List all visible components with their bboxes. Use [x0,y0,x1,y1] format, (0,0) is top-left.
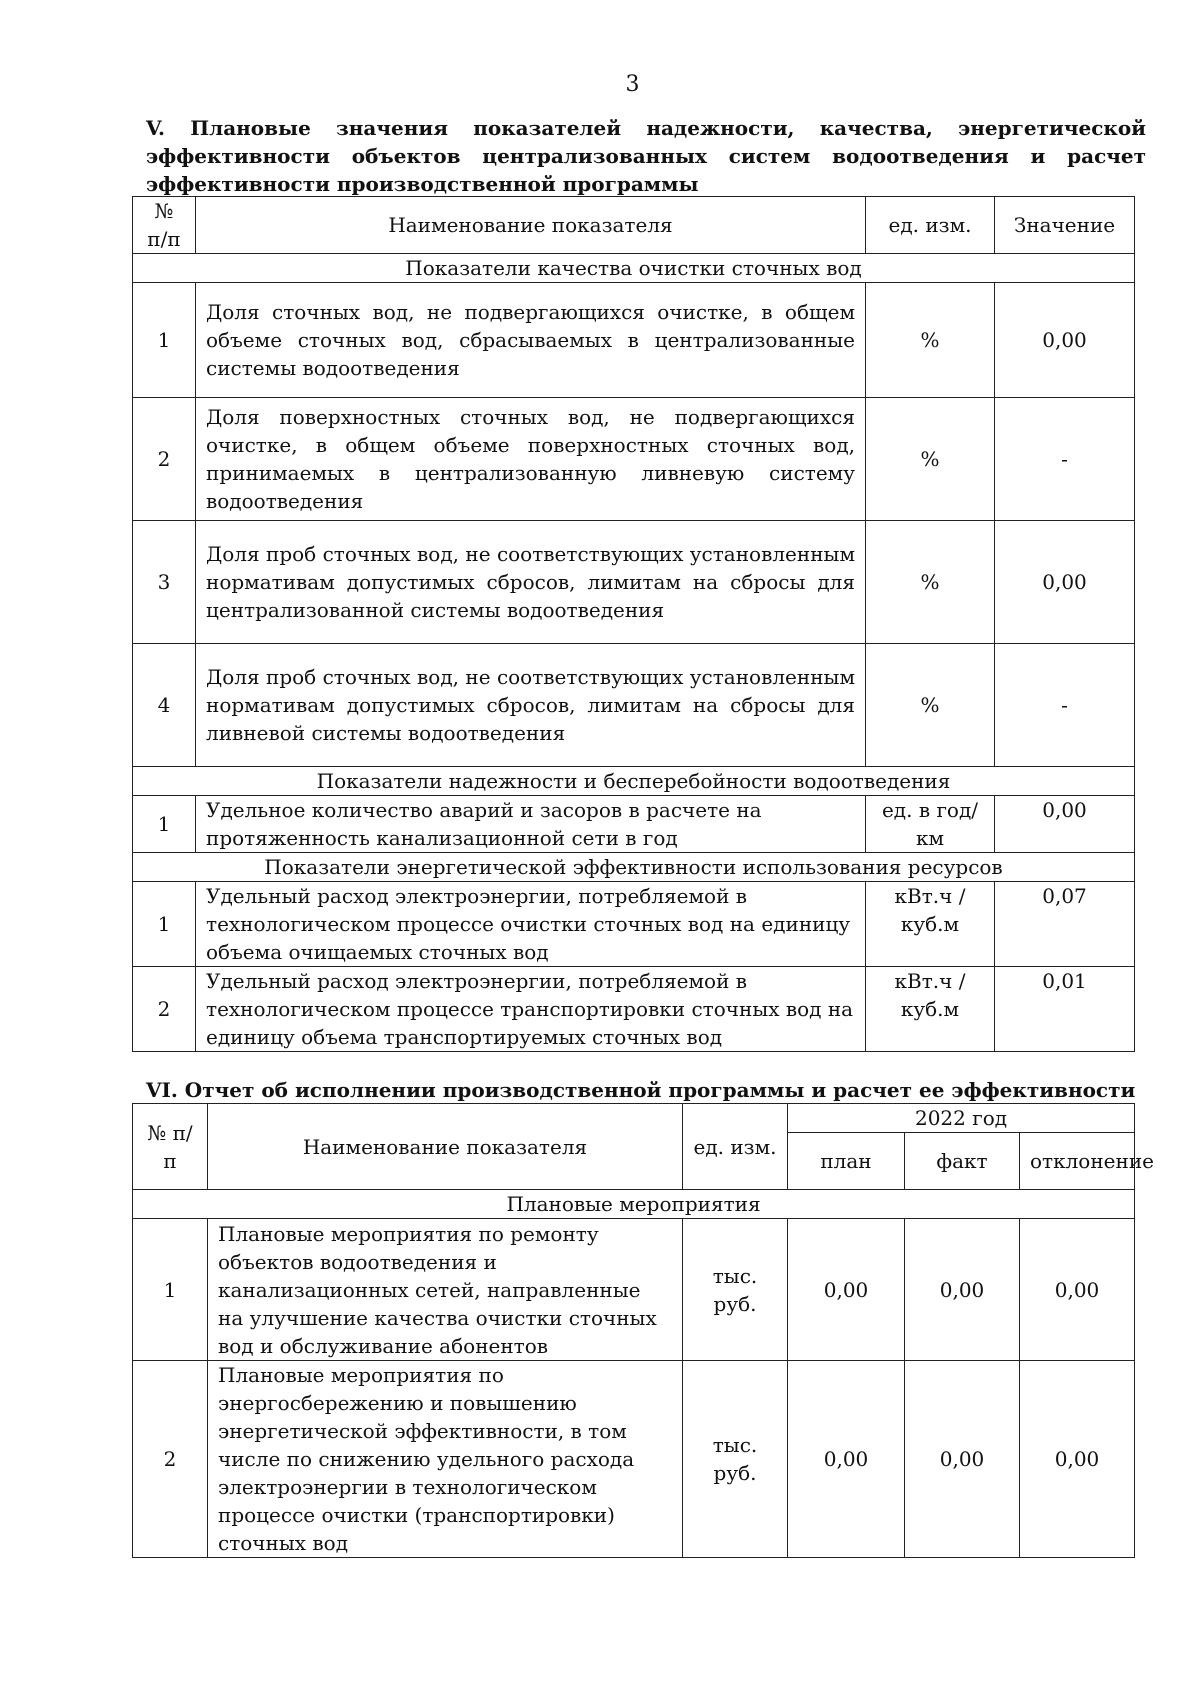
row-name: Доля проб сточных вод, не соответствующих установленным нормативам допустимых сбросов, лимитам на сбросы для централизованной системы водоотведения [196,521,866,644]
row-value: 0,00 [995,796,1135,853]
table-row [133,398,1135,521]
group-title: Показатели качества очистки сточных вод [133,254,1135,283]
header-unit: ед. изм. [683,1104,788,1190]
row-name: Плановые мероприятия по ремонту объектов водоотведения и канализационных сетей, направленные на улучшение качества очистки сточных вод и обслуживание абонентов [208,1219,683,1361]
row-name: Удельный расход электроэнергии, потребляемой в технологическом процессе транспортировки сточных вод на единицу объема транспортируемых сточных вод [196,967,866,1052]
header-year: 2022 год [788,1104,1135,1133]
group-title: Показатели надежности и бесперебойности водоотведения [133,767,1135,796]
row-unit: % [866,283,995,398]
row-unit: кВт.ч / куб.м [866,967,995,1052]
row-num: 1 [133,1219,208,1361]
section-6-title: VI. Отчет об исполнении производственной программы и расчет ее эффективности [146,1078,1136,1102]
quality-indicators-table [132,196,1135,1052]
table-row [133,967,1135,1052]
table-row [133,1219,1135,1361]
table-header-row [133,197,1135,254]
header-name: Наименование показателя [196,197,866,254]
table-row [133,521,1135,644]
row-num: 1 [133,882,196,967]
group-row [133,254,1135,283]
row-num: 1 [133,283,196,398]
row-unit: тыс. руб. [683,1361,788,1558]
table-row [133,283,1135,398]
table-row [133,796,1135,853]
row-name: Доля поверхностных сточных вод, не подвергающихся очистке, в общем объеме поверхностных сточных вод, принимаемых в централизованную ливневую систему водоотведения [196,398,866,521]
header-deviation: отклонение [1020,1133,1135,1190]
row-deviation: 0,00 [1020,1361,1135,1558]
row-unit: % [866,398,995,521]
program-execution-table [132,1103,1155,1558]
section-5-title: V. Плановые значения показателей надежности, качества, энергетической эффективности объектов централизованных систем водоотведения и расчет эффективности производственной программы [146,116,1146,196]
header-name: Наименование показателя [208,1104,683,1190]
group-title: Плановые мероприятия [133,1190,1135,1219]
header-unit: ед. изм. [866,197,995,254]
header-fact: факт [905,1133,1020,1190]
row-name: Доля сточных вод, не подвергающихся очистке, в общем объеме сточных вод, сбрасываемых в централизованные системы водоотведения [196,283,866,398]
group-title: Показатели энергетической эффективности использования ресурсов [133,853,1135,882]
row-num: 1 [133,796,196,853]
row-unit: % [866,521,995,644]
header-num: № п/п [133,1104,208,1190]
row-deviation: 0,00 [1020,1219,1135,1361]
page-number: 3 [625,72,640,97]
group-row [133,767,1135,796]
group-row [133,1190,1135,1219]
row-num: 2 [133,1361,208,1558]
table-row [133,644,1135,767]
row-name: Удельное количество аварий и засоров в расчете на протяженность канализационной сети в год [196,796,866,853]
header-value: Значение [995,197,1135,254]
row-unit: кВт.ч / куб.м [866,882,995,967]
row-value: 0,01 [995,967,1135,1052]
row-value: - [995,644,1135,767]
row-num: 4 [133,644,196,767]
table-header-row [133,1104,1135,1133]
row-name: Плановые мероприятия по энергосбережению и повышению энергетической эффективности, в том числе по снижению удельного расхода электроэнергии в технологическом процессе очистки (транспортировки) сточных вод [208,1361,683,1558]
row-plan: 0,00 [788,1219,905,1361]
row-unit: % [866,644,995,767]
header-plan: план [788,1133,905,1190]
row-name: Доля проб сточных вод, не соответствующих установленным нормативам допустимых сбросов, лимитам на сбросы для ливневой системы водоотведения [196,644,866,767]
row-num: 2 [133,398,196,521]
group-row [133,853,1135,882]
table-row [133,882,1135,967]
row-name: Удельный расход электроэнергии, потребляемой в технологическом процессе очистки сточных вод на единицу объема очищаемых сточных вод [196,882,866,967]
row-num: 3 [133,521,196,644]
row-unit: тыс. руб. [683,1219,788,1361]
row-fact: 0,00 [905,1219,1020,1361]
header-num: № п/п [133,197,196,254]
row-fact: 0,00 [905,1361,1020,1558]
row-unit: ед. в год/ км [866,796,995,853]
row-plan: 0,00 [788,1361,905,1558]
row-value: 0,00 [995,283,1135,398]
row-value: 0,00 [995,521,1135,644]
row-value: - [995,398,1135,521]
table-row [133,1361,1135,1558]
row-value: 0,07 [995,882,1135,967]
row-num: 2 [133,967,196,1052]
